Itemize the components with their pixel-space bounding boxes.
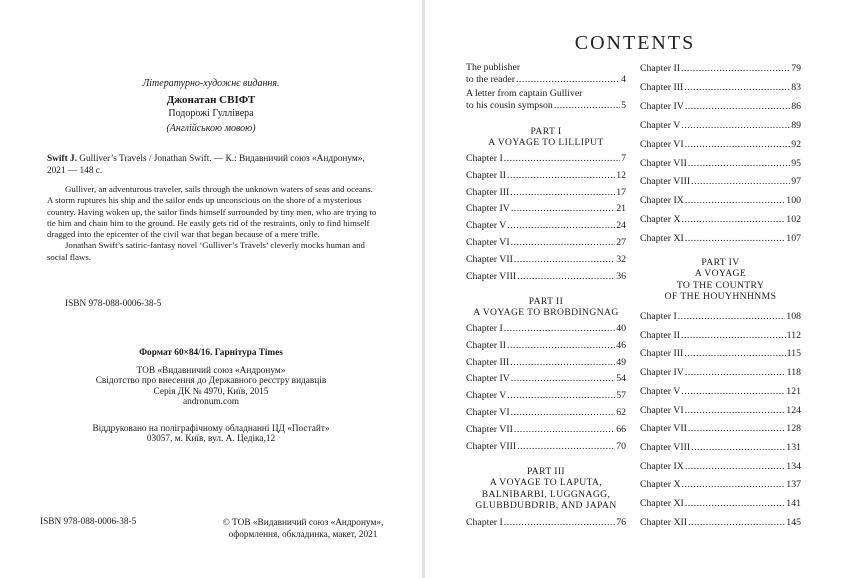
toc-label: Chapter I: [466, 517, 503, 528]
toc-page: 124: [786, 404, 801, 416]
toc-page: 112: [786, 329, 801, 341]
part-title: BALNIBARBI, LUGGNAGG,: [481, 488, 611, 500]
author-name: Джонатан СВІФТ: [166, 94, 256, 106]
toc-page: 121: [786, 385, 801, 397]
copyright-line: оформлення, обкладинка, макет, 2021: [228, 530, 378, 540]
website: andronum.com: [182, 397, 240, 408]
toc-page: 32: [616, 253, 626, 265]
toc-entry: [640, 214, 801, 226]
genre-line: Літературно-художнє видання.: [142, 78, 280, 89]
publisher-name: ТОВ «Видавничий союз «Андронум»: [136, 366, 286, 376]
toc-page: 70: [616, 440, 626, 452]
bibliographic-record: [47, 153, 379, 177]
toc-entry: [466, 340, 626, 352]
annotation-paragraph: Gulliver, an adventurous traveler, sails through the unknown waters of seas and oceans. A storm ruptures his ship and the sailor ends up unconscious on the shore of a mysterious country. Having woken up, the sailor finds himself surrounded by tiny men, who are trying to tie him and chain him to the ground. He easily gets rid of the restraints, only to find himself dragged into the epicenter of the civil war that began because of a mere trifle.: [47, 184, 377, 240]
toc-page: 76: [616, 517, 626, 528]
toc-label: Chapter I: [640, 311, 677, 322]
printer-address: 03057, м. Київ, вул. А. Цедіка,12: [146, 434, 276, 445]
toc-page: 92: [791, 138, 801, 150]
toc-leader: [691, 176, 790, 188]
toc-leader: [510, 187, 615, 199]
toc-entry: [640, 63, 801, 75]
toc-entry: [640, 195, 801, 207]
toc-label: Chapter VII: [466, 423, 513, 435]
toc-entry: [640, 158, 801, 170]
toc-entry: [466, 517, 626, 529]
toc-label: Chapter I: [466, 323, 503, 334]
toc-leader: [681, 330, 786, 342]
part-title: A VOYAGE: [694, 268, 747, 280]
toc-entry: [640, 82, 801, 94]
toc-label: Chapter XI: [640, 233, 684, 245]
toc-entry: [640, 367, 801, 379]
toc-entry: [640, 120, 801, 132]
part-label: PART IV: [701, 257, 740, 268]
format-line: Формат 60×84/16. Гарнітура Times: [139, 348, 283, 358]
publisher-note-label: The publisher: [466, 62, 521, 73]
toc-leader: [685, 367, 786, 379]
toc-leader: [688, 517, 785, 529]
toc-label: Chapter IV: [466, 373, 510, 385]
toc-label: Chapter VII: [640, 157, 687, 169]
book-title: Подорожі Гуллівера: [168, 108, 254, 119]
toc-leader: [684, 348, 785, 360]
toc-label: Chapter VII: [466, 253, 513, 265]
toc-leader: [517, 441, 615, 453]
toc-label: to his cousin sympson: [466, 100, 553, 111]
toc-page: 128: [786, 423, 801, 435]
format-block: [0, 348, 422, 358]
toc-label: Chapter I: [466, 153, 503, 164]
toc-page: 115: [786, 348, 801, 360]
toc-page: 95: [791, 157, 801, 169]
toc-label: Chapter VI: [466, 237, 510, 248]
biblio-author: Swift J.: [47, 154, 77, 164]
toc-label: Chapter VIII: [640, 441, 691, 453]
toc-entry: [640, 330, 801, 342]
toc-page: 100: [786, 195, 801, 207]
toc-entry: [466, 153, 626, 165]
toc-page: 49: [616, 356, 626, 368]
toc-entry-publisher: [466, 74, 626, 86]
toc-label: Chapter II: [640, 329, 680, 341]
toc-leader: [685, 233, 785, 245]
toc-page: 97: [791, 176, 801, 188]
toc-entry-letter: [466, 100, 626, 112]
toc-label: Chapter VIII: [466, 270, 517, 282]
toc-leader: [507, 170, 615, 182]
toc-entry: [466, 373, 626, 385]
copyright-line: © ТОВ «Видавничий союз «Андронум»,: [222, 518, 384, 528]
toc-page: 83: [791, 81, 801, 93]
printer-line: Віддруковано на поліграфічному обладнанні ЦД «Постайт»: [92, 424, 330, 434]
toc-leader: [517, 271, 615, 283]
toc-label: Chapter III: [466, 186, 510, 198]
toc-label: Chapter IX: [640, 195, 684, 207]
toc-entry: [466, 170, 626, 182]
toc-page: 21: [616, 203, 626, 215]
toc-page: 102: [786, 214, 801, 226]
toc-entry: [466, 220, 626, 232]
toc-page: 5: [621, 100, 626, 111]
toc-leader: [511, 373, 615, 385]
isbn-bottom: ISBN 978-088-0006-38-5: [40, 517, 137, 527]
toc-page: 131: [786, 441, 801, 453]
toc-label: Chapter VIII: [640, 176, 691, 188]
toc-entry: [466, 424, 626, 436]
toc-label: Chapter VII: [640, 423, 687, 435]
toc-entry: [640, 176, 801, 188]
toc-page: 17: [616, 186, 626, 198]
toc-page: 57: [616, 390, 626, 402]
toc-page: 107: [786, 233, 801, 245]
biblio-text: Gulliver’s Travels / Jonathan Swift. — К.: Видавничий союз «Андронум», 2021 — 148 с.: [47, 154, 365, 176]
toc-entry: [640, 479, 801, 491]
toc-entry: [640, 423, 801, 435]
toc-entry: [640, 442, 801, 454]
toc-label: Chapter XII: [640, 516, 688, 528]
toc-entry: [466, 323, 626, 335]
toc-entry: [466, 357, 626, 369]
certificate-line: Свідотство про внесення до Державного реєстру видавців: [95, 376, 327, 387]
part-label: PART II: [528, 296, 564, 307]
toc-leader: [507, 390, 615, 402]
toc-entry: [466, 407, 626, 419]
toc-label: Chapter V: [466, 220, 507, 232]
toc-entry: [640, 311, 801, 323]
toc-page: 46: [616, 339, 626, 351]
toc-label: Chapter XI: [640, 498, 684, 509]
toc-entry: [640, 386, 801, 398]
toc-label: Chapter X: [640, 479, 681, 491]
toc-label: Chapter V: [466, 390, 507, 402]
toc-label: Chapter III: [466, 356, 510, 368]
annotation: [47, 184, 379, 263]
part-title: TO THE COUNTRY: [676, 279, 765, 291]
toc-entry: [640, 517, 801, 529]
toc-page: 12: [616, 169, 626, 181]
part-title: GLUBBDUBDRIB, AND JAPAN: [475, 500, 617, 512]
toc-page: 4: [621, 74, 626, 85]
toc-page: 62: [616, 407, 626, 418]
toc-entry: [466, 237, 626, 249]
toc-leader: [685, 195, 785, 207]
toc-entry: [466, 390, 626, 402]
toc-leader: [685, 101, 790, 113]
copyright: [218, 517, 388, 541]
toc-page: 79: [791, 63, 801, 74]
toc-label: Chapter VI: [466, 407, 510, 418]
toc-entry: [466, 271, 626, 283]
toc-entry: [466, 441, 626, 453]
toc-leader: [516, 74, 620, 86]
part-heading: [640, 257, 801, 303]
toc-page: 24: [616, 220, 626, 232]
contents-page: [425, 0, 845, 578]
part-title: A VOYAGE TO BROBDINGNAG: [473, 307, 619, 319]
annotation-paragraph: Jonathan Swift’s satiric-fantasy novel ‘Gulliver’s Travels’ cleverly mocks human and social flaws.: [47, 240, 365, 262]
toc-leader: [688, 158, 790, 170]
toc-entry: [640, 139, 801, 151]
toc-entry: [466, 187, 626, 199]
toc-leader: [691, 442, 785, 454]
toc-page: 86: [791, 100, 801, 112]
toc-page: 40: [616, 323, 626, 334]
toc-page: 141: [786, 498, 801, 509]
part-label: PART III: [526, 466, 566, 477]
toc-label: Chapter II: [640, 63, 680, 74]
contents-title: CONTENTS: [574, 32, 696, 54]
toc-entry: [640, 233, 801, 245]
toc-leader: [510, 357, 615, 369]
toc-label: Chapter III: [640, 348, 684, 360]
toc-label: Chapter III: [640, 81, 684, 93]
toc-leader: [678, 311, 786, 323]
language-note: (Англійською мовою): [166, 123, 256, 134]
toc-entry: [640, 348, 801, 360]
toc-label: Chapter IX: [640, 460, 684, 472]
series-line: Серія ДК № 4970, Київ, 2015: [153, 386, 269, 397]
toc-leader: [504, 153, 620, 165]
toc-label: Chapter II: [466, 169, 506, 181]
toc-page: 7: [621, 153, 626, 164]
part-title: A VOYAGE TO LILLIPUT: [488, 137, 604, 149]
toc-leader: [685, 498, 785, 510]
toc-leader: [504, 517, 615, 529]
part-heading: [466, 296, 626, 319]
toc-leader: [514, 424, 615, 436]
toc-entry: [466, 254, 626, 266]
toc-label: Chapter II: [466, 339, 506, 351]
toc-label: Chapter VI: [640, 404, 684, 416]
toc-leader: [511, 237, 616, 249]
toc-leader: [514, 254, 615, 266]
toc-entry: [640, 498, 801, 510]
toc-entry: [640, 405, 801, 417]
toc-leader: [682, 214, 786, 226]
toc-leader: [681, 386, 785, 398]
toc-leader: [685, 461, 785, 473]
toc-label: Chapter VI: [640, 138, 684, 150]
toc-page: 89: [791, 119, 801, 131]
toc-leader: [681, 63, 790, 75]
toc-entry: [640, 461, 801, 473]
toc-label: to the reader: [466, 74, 515, 85]
part-title: OF THE HOUYHNHNMS: [664, 291, 777, 303]
toc-leader: [685, 139, 791, 151]
publisher-block: [0, 366, 422, 408]
toc-leader: [685, 405, 786, 417]
toc-page: 145: [786, 516, 801, 528]
letter-note-label: A letter from captain Gulliver: [466, 88, 583, 99]
toc-page: 36: [616, 270, 626, 282]
toc-page: 134: [786, 460, 801, 472]
toc-leader: [507, 220, 615, 232]
toc-label: Chapter IV: [466, 203, 510, 215]
toc-leader: [504, 323, 615, 335]
toc-page: 118: [786, 367, 801, 379]
toc-label: Chapter V: [640, 385, 681, 397]
toc-leader: [682, 479, 786, 491]
isbn-line: ISBN 978-088-0006-38-5: [65, 299, 162, 309]
toc-entry: [466, 203, 626, 215]
toc-entry: [640, 101, 801, 113]
part-heading: [466, 126, 626, 149]
part-title: A VOYAGE TO LAPUTA,: [489, 477, 603, 489]
toc-page: 27: [616, 237, 626, 248]
toc-leader: [554, 100, 620, 112]
toc-leader: [688, 423, 785, 435]
toc-page: 54: [616, 373, 626, 385]
imprint-page: [0, 0, 422, 578]
toc-leader: [507, 340, 615, 352]
toc-label: Chapter V: [640, 119, 681, 131]
toc-label: Chapter X: [640, 214, 681, 226]
toc-leader: [681, 120, 790, 132]
toc-leader: [684, 82, 790, 94]
part-label: PART I: [530, 126, 562, 137]
toc-page: 66: [616, 423, 626, 435]
toc-label: Chapter IV: [640, 100, 684, 112]
toc-leader: [511, 203, 615, 215]
toc-label: Chapter VIII: [466, 440, 517, 452]
toc-label: Chapter IV: [640, 367, 684, 379]
toc-page: 137: [786, 479, 801, 491]
part-heading: [466, 466, 626, 512]
printer-block: [0, 424, 422, 445]
toc-leader: [511, 407, 616, 419]
toc-page: 108: [786, 311, 801, 322]
